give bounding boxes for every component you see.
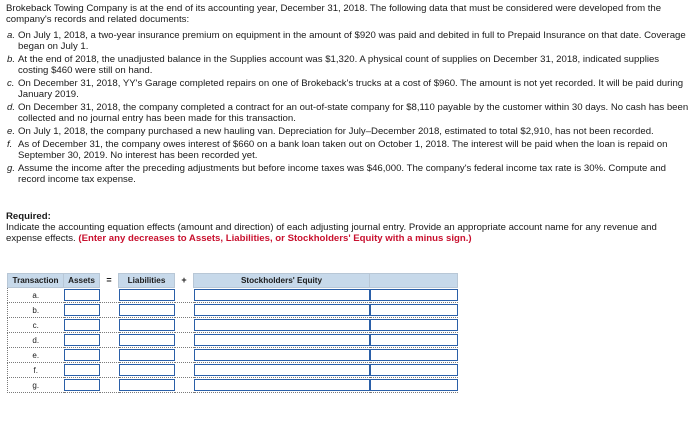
row-label: f. (8, 363, 64, 378)
assets-cell (64, 288, 100, 303)
header-stockholders-equity: Stockholders' Equity (194, 274, 370, 288)
item-text: On July 1, 2018, the company purchased a new hauling van. Depreciation for July–December 2018, estimated to total $2,910, has not been recorded. (18, 126, 654, 137)
row-label: b. (8, 303, 64, 318)
table-row (8, 348, 458, 363)
item-letter: f. (7, 139, 13, 150)
row-label: d. (8, 333, 64, 348)
equity-amount-cell (370, 303, 458, 318)
item-text: Assume the income after the preceding adjustments but before income taxes was $46,000. The company's federal income tax rate is 30%. Compute and record income tax expense. (18, 163, 666, 185)
assets-cell (64, 378, 100, 393)
assets-cell (64, 318, 100, 333)
table-row (8, 378, 458, 393)
header-transaction: Transaction (8, 274, 64, 288)
adjustment-item-c (6, 78, 690, 100)
equity-account-cell (194, 303, 370, 318)
plus-gap (175, 363, 194, 378)
plus-gap (175, 318, 194, 333)
row-label: g. (8, 378, 64, 393)
liabilities-cell (119, 348, 175, 363)
table-row (8, 333, 458, 348)
table-row (8, 318, 458, 333)
liabilities-cell (119, 303, 175, 318)
required-heading: Required: (6, 211, 51, 222)
row-label: c. (8, 318, 64, 333)
item-letter: b. (7, 54, 16, 65)
item-letter: g. (7, 163, 16, 174)
header-equals: = (100, 274, 119, 288)
problem-intro: Brokeback Towing Company is at the end of its accounting year, December 31, 2018. The following data that must be considered were developed from the company's records and related documents: (6, 3, 662, 25)
equity-amount-input[interactable] (370, 349, 458, 361)
problem-text (6, 3, 690, 244)
assets-input[interactable] (64, 334, 100, 346)
assets-cell (64, 303, 100, 318)
equity-account-input[interactable] (194, 319, 370, 331)
liabilities-input[interactable] (119, 304, 175, 316)
plus-gap (175, 348, 194, 363)
liabilities-cell (119, 288, 175, 303)
assets-cell (64, 348, 100, 363)
item-letter: e. (7, 126, 16, 137)
plus-gap (175, 333, 194, 348)
equals-gap (100, 378, 119, 393)
assets-input[interactable] (64, 349, 100, 361)
equity-amount-input[interactable] (370, 304, 458, 316)
equals-gap (100, 303, 119, 318)
equity-amount-input[interactable] (370, 289, 458, 301)
table-row (8, 363, 458, 378)
table-header-row (8, 274, 458, 288)
required-body: Indicate the accounting equation effects (amount and direction) of each adjusting journal entry. Provide an appropriate account name for any revenue and expense effects. (6, 222, 657, 244)
required-instructions (6, 222, 690, 244)
row-label: e. (8, 348, 64, 363)
adjustment-item-f (6, 139, 690, 161)
equity-amount-cell (370, 318, 458, 333)
equity-amount-cell (370, 288, 458, 303)
liabilities-cell (119, 333, 175, 348)
adjustment-item-a (6, 30, 690, 52)
header-stockholders-equity-amount (370, 274, 458, 288)
assets-input[interactable] (64, 319, 100, 331)
liabilities-cell (119, 318, 175, 333)
liabilities-input[interactable] (119, 379, 175, 391)
equity-account-cell (194, 378, 370, 393)
assets-cell (64, 363, 100, 378)
equity-amount-input[interactable] (370, 319, 458, 331)
equals-gap (100, 363, 119, 378)
equals-gap (100, 348, 119, 363)
equity-amount-cell (370, 348, 458, 363)
assets-input[interactable] (64, 289, 100, 301)
plus-gap (175, 378, 194, 393)
equity-amount-input[interactable] (370, 379, 458, 391)
accounting-equation-table (7, 273, 458, 393)
equity-account-cell (194, 288, 370, 303)
adjustment-item-d (6, 102, 690, 124)
liabilities-input[interactable] (119, 334, 175, 346)
equity-account-cell (194, 333, 370, 348)
adjustment-list (6, 30, 690, 185)
equity-amount-input[interactable] (370, 364, 458, 376)
adjustment-item-e (6, 126, 690, 137)
assets-input[interactable] (64, 364, 100, 376)
required-emphasis: (Enter any decreases to Assets, Liabilities, or Stockholders' Equity with a minus sign.) (78, 233, 472, 244)
item-text: On July 1, 2018, a two-year insurance premium on equipment in the amount of $920 was paid and debited in full to Prepaid Insurance on that date. Coverage began on July 1. (18, 30, 686, 52)
item-text: As of December 31, the company owes interest of $660 on a bank loan taken out on October 1, 2018. The interest will be paid when the loan is repaid on September 30, 2019. No interest has been recorded yet. (18, 139, 668, 161)
equity-account-cell (194, 318, 370, 333)
liabilities-input[interactable] (119, 289, 175, 301)
adjustment-item-b (6, 54, 690, 76)
equals-gap (100, 288, 119, 303)
equity-account-input[interactable] (194, 349, 370, 361)
item-text: On December 31, 2018, YY's Garage completed repairs on one of Brokeback's trucks at a cost of $960. The amount is not yet recorded. It will be paid during January 2019. (18, 78, 684, 100)
equity-amount-input[interactable] (370, 334, 458, 346)
header-plus: + (175, 274, 194, 288)
plus-gap (175, 303, 194, 318)
liabilities-input[interactable] (119, 364, 175, 376)
equity-account-cell (194, 363, 370, 378)
item-letter: c. (7, 78, 15, 89)
equity-account-input[interactable] (194, 379, 370, 391)
adjustment-item-g (6, 163, 690, 185)
table-row (8, 288, 458, 303)
equals-gap (100, 333, 119, 348)
liabilities-cell (119, 363, 175, 378)
liabilities-cell (119, 378, 175, 393)
table-row (8, 303, 458, 318)
equals-gap (100, 318, 119, 333)
equity-account-input[interactable] (194, 304, 370, 316)
equity-account-input[interactable] (194, 364, 370, 376)
item-text: On December 31, 2018, the company completed a contract for an out-of-state company for $8,110 payable by the customer within 30 days. No cash has been collected and no journal entry has been made for this transaction. (18, 102, 689, 124)
row-label: a. (8, 288, 64, 303)
equity-account-input[interactable] (194, 289, 370, 301)
equity-account-input[interactable] (194, 334, 370, 346)
equity-account-cell (194, 348, 370, 363)
assets-input[interactable] (64, 379, 100, 391)
item-letter: d. (7, 102, 16, 113)
assets-cell (64, 333, 100, 348)
equity-amount-cell (370, 333, 458, 348)
liabilities-input[interactable] (119, 319, 175, 331)
plus-gap (175, 288, 194, 303)
liabilities-input[interactable] (119, 349, 175, 361)
assets-input[interactable] (64, 304, 100, 316)
header-assets: Assets (64, 274, 100, 288)
header-liabilities: Liabilities (119, 274, 175, 288)
equity-amount-cell (370, 363, 458, 378)
item-text: At the end of 2018, the unadjusted balance in the Supplies account was $1,320. A physical count of supplies on December 31, 2018, indicated supplies costing $460 were still on hand. (18, 54, 660, 76)
equity-amount-cell (370, 378, 458, 393)
item-letter: a. (7, 30, 16, 41)
